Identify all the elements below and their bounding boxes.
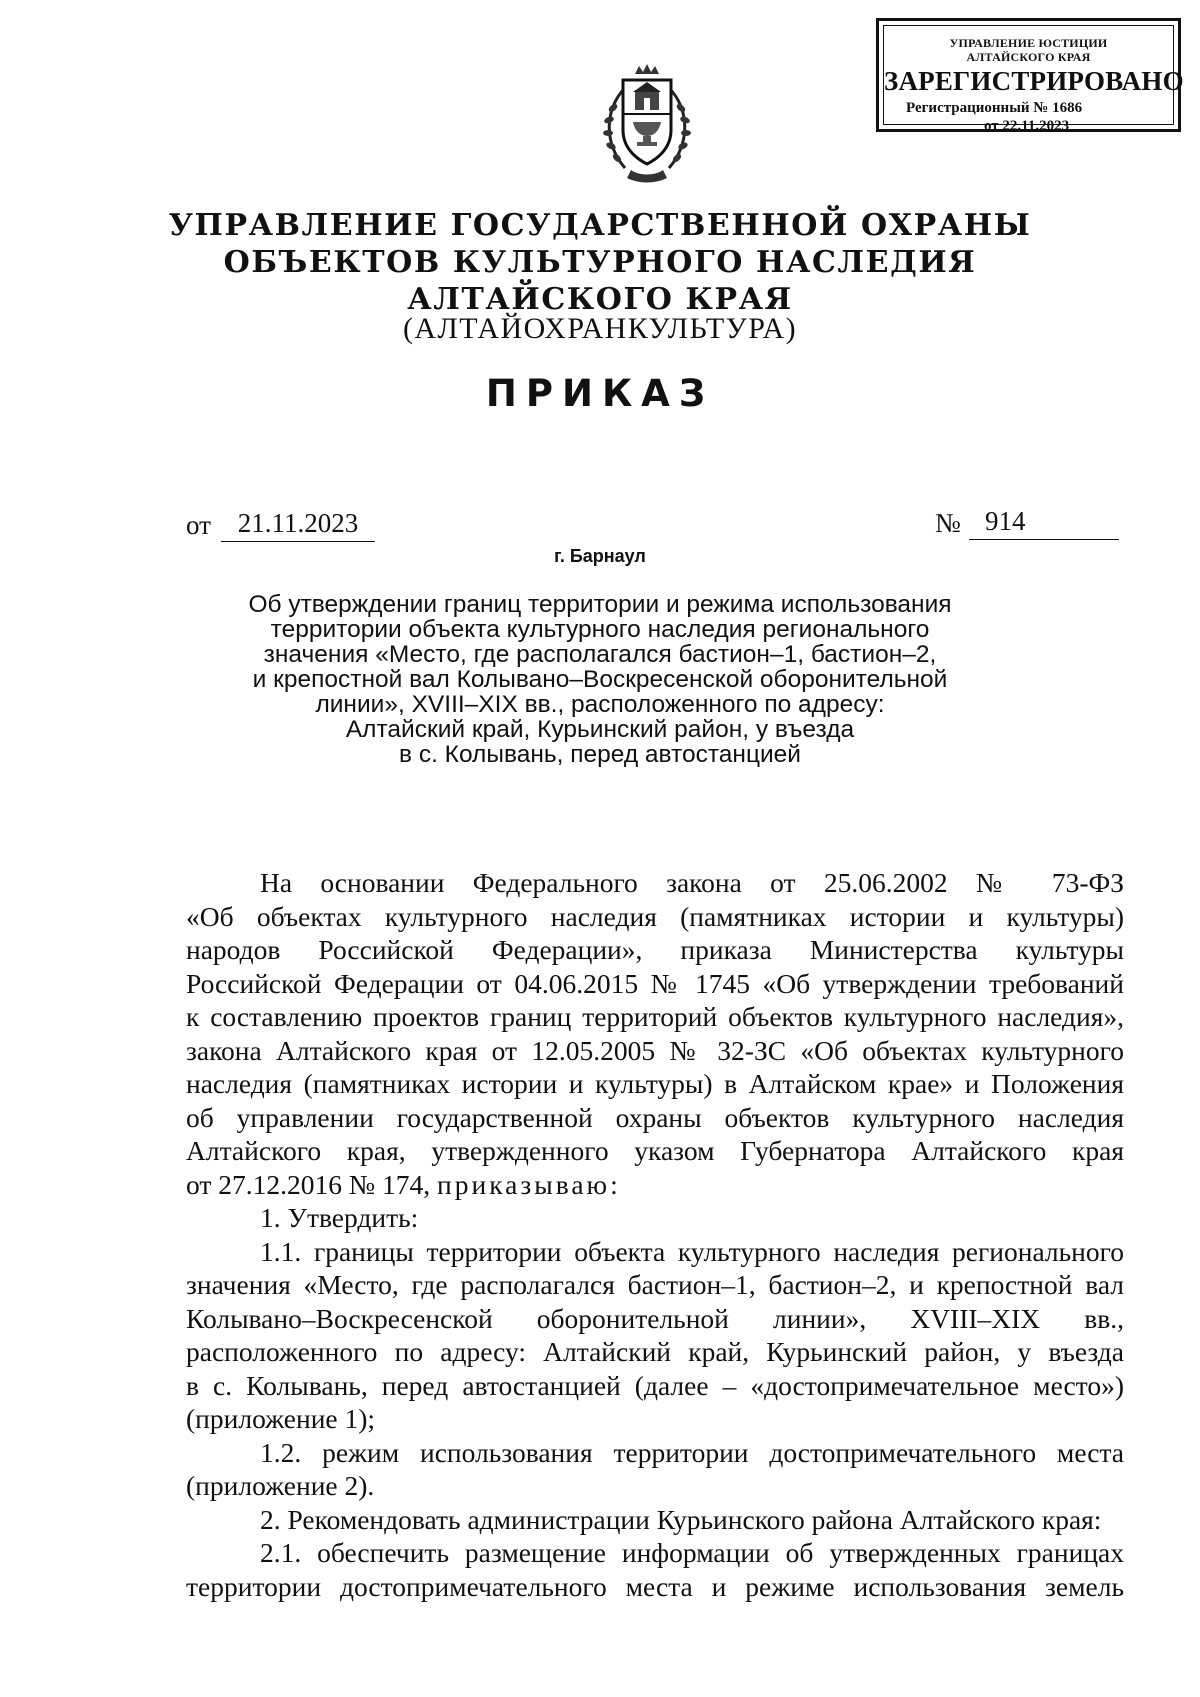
item-1-2 (186, 1436, 1124, 1503)
org-name-line2: ОБЪЕКТОВ КУЛЬТУРНОГО НАСЛЕДИЯ (223, 245, 977, 280)
order-body (186, 866, 1124, 1603)
body-line: (приложение 2). (186, 1470, 375, 1501)
stamp-title: ЗАРЕГИСТРИРОВАНО (884, 66, 1184, 96)
body-line: территории достопримечательного места и режиме использования земель (186, 1570, 1124, 1602)
subject-line: Об утверждении границ территории и режима использования (248, 591, 952, 618)
document-type-title: ПРИКАЗ (485, 372, 715, 415)
order-subject (0, 592, 1200, 767)
stamp-inner-border (883, 25, 1184, 134)
stamp-authority-line1: УПРАВЛЕНИЕ ЮСТИЦИИ (949, 36, 1108, 50)
date-prefix: от (186, 510, 211, 540)
subject-line: территории объекта культурного наследия регионального (270, 616, 930, 643)
body-line: об управлении государственной охраны объектов культурного наследия (186, 1101, 1124, 1133)
subject-line: Алтайский край, Курьинский район, у въезда (345, 716, 855, 743)
registration-stamp (876, 18, 1184, 134)
city-name: г. Барнаул (554, 546, 646, 566)
body-line: в с. Колывань, перед автостанцией (далее – «достопримечательное место») (186, 1369, 1124, 1401)
preamble-ref: от 27.12.2016 № 174, (186, 1168, 438, 1200)
org-short-name: (АЛТАЙОХРАНКУЛЬТУРА) (403, 312, 797, 345)
body-line: расположенного по адресу: Алтайский край, Курьинский район, у въезда (186, 1336, 1124, 1367)
body-line: закона Алтайского края от 12.05.2005 № 32-ЗС «Об объектах культурного (186, 1034, 1124, 1066)
body-line: «Об объектах культурного наследия (памятниках истории и культуры) (186, 900, 1124, 932)
body-line: народов Российской Федерации», приказа Министерства культуры (186, 934, 1124, 965)
item-2-text: 2. Рекомендовать администрации Курьинского района Алтайского края: (260, 1503, 1102, 1535)
body-line: (приложение 1); (186, 1403, 376, 1434)
order-number: 914 (969, 506, 1119, 540)
stamp-authority-line2: АЛТАЙСКОГО КРАЯ (966, 50, 1091, 64)
order-date: 21.11.2023 (221, 508, 375, 542)
item-2 (186, 1503, 1124, 1537)
body-line: 1.2. режим использования территории достопримечательного места (260, 1436, 1124, 1468)
body-line: Российской Федерации от 04.06.2015 № 1745 «Об утверждении требований (186, 967, 1124, 999)
order-word: приказываю: (437, 1168, 621, 1200)
item-1 (186, 1201, 1124, 1235)
item-1-text: 1. Утвердить: (260, 1202, 419, 1233)
number-prefix: № (935, 508, 961, 538)
body-line: 1.1. границы территории объекта культурного наследия регионального (260, 1235, 1124, 1267)
body-line: На основании Федерального закона от 25.06.2002 № 73-ФЗ (260, 867, 1124, 898)
item-1-1 (186, 1235, 1124, 1436)
body-line: Колывано–Воскресенской оборонительной линии», XVIII–XIX вв., (186, 1302, 1124, 1334)
body-line-final (186, 1168, 1124, 1202)
preamble-paragraph (186, 866, 1124, 1201)
item-2-1 (186, 1536, 1124, 1603)
stamp-reg-date: от 22.11.2023 (984, 118, 1070, 134)
body-line: 2.1. обеспечить размещение информации об утвержденных границах (260, 1537, 1124, 1568)
subject-line: линии», XVIII–XIX вв., расположенного по адресу: (315, 691, 885, 718)
body-line: Алтайского края, утвержденного указом Губернатора Алтайского края (186, 1135, 1124, 1166)
body-line: значения «Место, где располагался бастион–1, бастион–2, и крепостной вал (186, 1269, 1124, 1300)
body-line: наследия (памятниках истории и культуры) в Алтайском крае» и Положения (186, 1068, 1124, 1099)
subject-line: и крепостной вал Колывано–Воскресенской оборонительной (252, 666, 948, 693)
org-name-line1: УПРАВЛЕНИЕ ГОСУДАРСТВЕННОЙ ОХРАНЫ (168, 208, 1032, 243)
subject-line: значения «Место, где располагался бастион–1, бастион–2, (263, 641, 937, 668)
body-line: к составлению проектов границ территорий объектов культурного наследия», (186, 1001, 1124, 1032)
subject-line: в с. Колывань, перед автостанцией (399, 741, 801, 768)
stamp-reg-number: Регистрационный № 1686 (906, 100, 1083, 116)
coat-of-arms-emblem (595, 58, 699, 188)
org-name-line3: АЛТАЙСКОГО КРАЯ (407, 282, 793, 317)
